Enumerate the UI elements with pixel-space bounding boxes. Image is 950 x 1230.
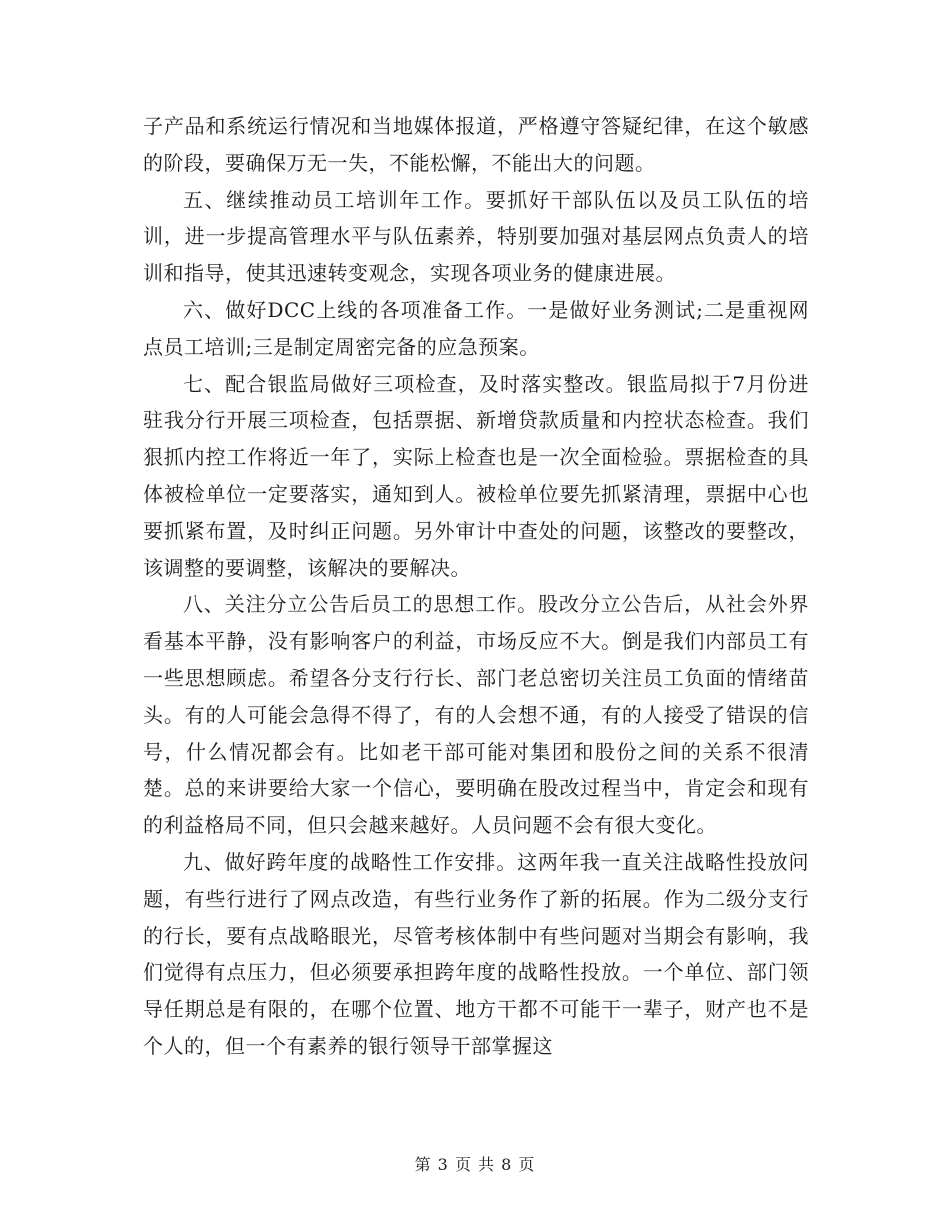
page-number-footer: 第 3 页 共 8 页 [414,1155,536,1174]
paragraph-item-8: 八、关注分立公告后员工的思想工作。股改分立公告后，从社会外界看基本平静，没有影响客户的利益，市场反应不大。倒是我们内部员工有一些思想顾虑。希望各分支行行长、部门老总密切关注员工负面的情绪苗头。有的人可能会急得不得了，有的人会想不通，有的人接受了错误的信号，什么情况都会有。比如老干部可能对集团和股份之间的关系不很清楚。总的来讲要给大家一个信心，要明确在股改过程当中，肯定会和现有的利益格局不同，但只会越来越好。人员问题不会有很大变化。 [143,592,809,838]
paragraph-item-9: 九、做好跨年度的战略性工作安排。这两年我一直关注战略性投放问题，有些行进行了网点改造，有些行业务作了新的拓展。作为二级分支行的行长，要有点战略眼光，尽管考核体制中有些问题对当期会有影响，我们觉得有点压力，但必须要承担跨年度的战略性投放。一个单位、部门领导任期总是有限的，在哪个位置、地方干都不可能干一辈子，财产也不是个人的，但一个有素养的银行领导干部掌握这 [143,849,809,1058]
paragraph-item-7: 七、配合银监局做好三项检查，及时落实整改。银监局拟于7月份进驻我分行开展三项检查，包括票据、新增贷款质量和内控状态检查。我们狠抓内控工作将近一年了，实际上检查也是一次全面检验。票据检查的具体被检单位一定要落实，通知到人。被检单位要先抓紧清理，票据中心也要抓紧布置，及时纠正问题。另外审计中查处的问题，该整改的要整改，该调整的要调整，该解决的要解决。 [143,371,809,580]
paragraph-item-5: 五、继续推动员工培训年工作。要抓好干部队伍以及员工队伍的培训，进一步提高管理水平与队伍素养，特别要加强对基层网点负责人的培训和指导，使其迅速转变观念，实现各项业务的健康进展。 [143,187,809,286]
paragraph-item-6: 六、做好DCC上线的各项准备工作。一是做好业务测试;二是重视网点员工培训;三是制定周密完备的应急预案。 [143,297,809,359]
paragraph-continuation: 子产品和系统运行情况和当地媒体报道，严格遵守答疑纪律，在这个敏感的阶段，要确保万无一失，不能松懈，不能出大的问题。 [143,114,809,175]
document-body [143,108,809,1065]
